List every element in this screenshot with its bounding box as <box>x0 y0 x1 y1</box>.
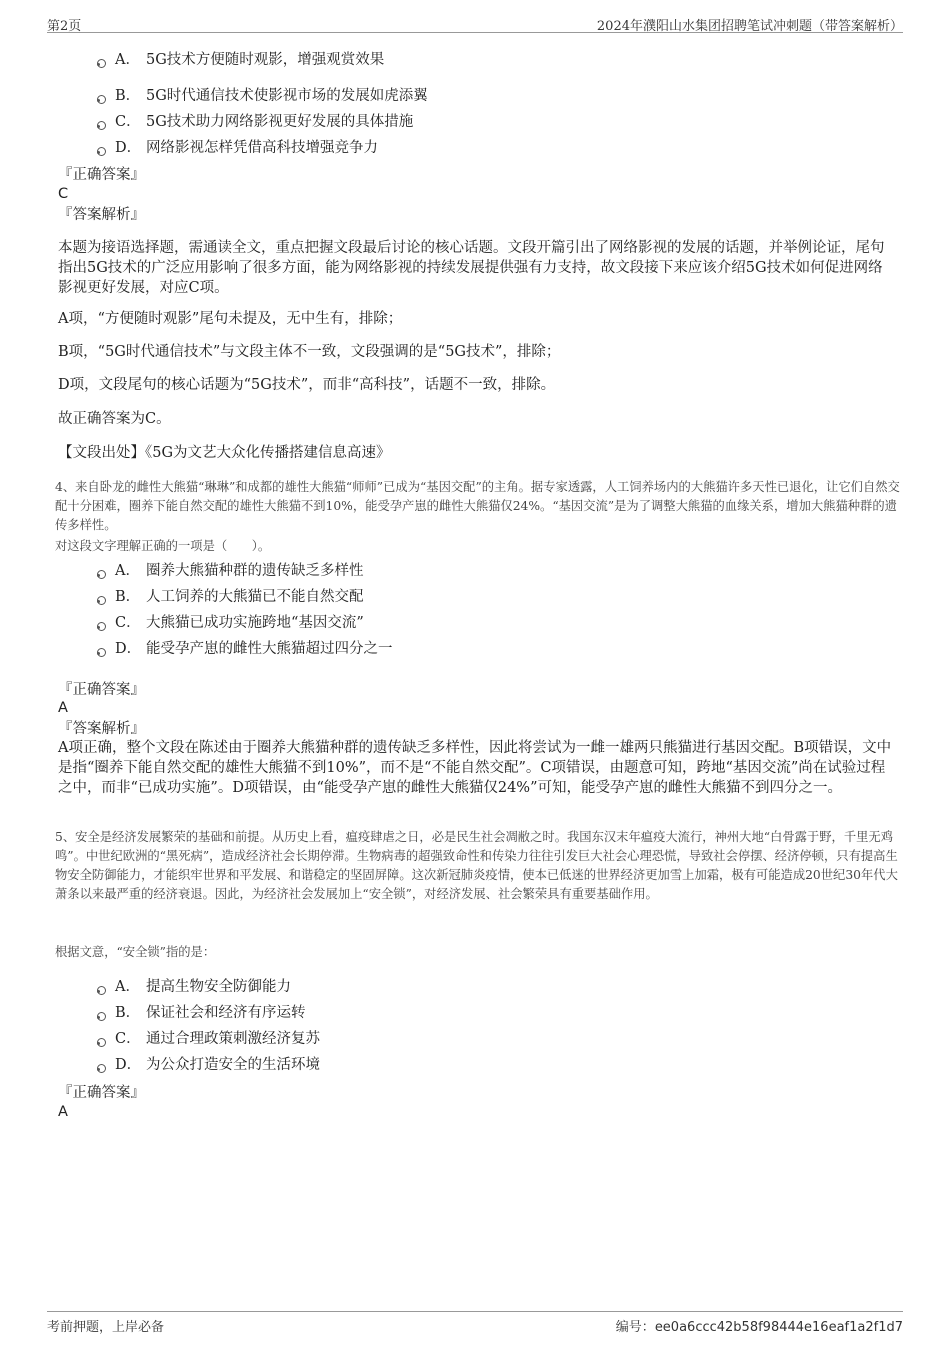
q5-option-b[interactable]: B． 保证社会和经济有序运转 <box>97 1003 306 1023</box>
radio-icon[interactable] <box>97 59 106 68</box>
q3-option-c[interactable]: C． 5G技术助力网络影视更好发展的具体措施 <box>97 112 413 132</box>
radio-icon[interactable] <box>97 1064 106 1073</box>
page-footer <box>47 1311 903 1334</box>
q3-analysis-label: 『答案解析』 <box>58 207 145 223</box>
q3-conclusion: 故正确答案为C。 <box>58 411 171 427</box>
radio-icon[interactable] <box>97 1012 106 1021</box>
radio-icon[interactable] <box>97 622 106 631</box>
radio-icon[interactable] <box>97 95 106 104</box>
q3-analysis-b: B项，“5G时代通信技术”与文段主体不一致，文段强调的是“5G技术”，排除； <box>58 344 561 360</box>
radio-icon[interactable] <box>97 570 106 579</box>
q5-answer-label: 『正确答案』 <box>58 1085 145 1101</box>
q4-option-b[interactable]: B． 人工饲养的大熊猫已不能自然交配 <box>97 587 364 607</box>
q3-analysis-paragraph: 本题为接语选择题，需通读全文，重点把握文段最后讨论的核心话题。文段开篇引出了网络影视的发展的话题，并举例论证，尾句指出5G技术的广泛应用影响了很多方面，能为网络影视的持续发展提供强有力支持，故文段接下来应该介绍5G技术如何促进网络影视更好发展，对应C项。 <box>58 240 885 296</box>
q4-option-c[interactable]: C． 大熊猫已成功实施跨地“基因交流” <box>97 613 364 633</box>
q4-option-d[interactable]: D． 能受孕产崽的雌性大熊猫超过四分之一 <box>97 639 393 659</box>
q4-analysis-label: 『答案解析』 <box>58 721 145 737</box>
radio-icon[interactable] <box>97 986 106 995</box>
q3-option-a[interactable]: A． 5G技术方便随时观影，增强观赏效果 <box>97 50 384 70</box>
q4-question: 对这段文字理解正确的一项是（ ）。 <box>55 539 271 553</box>
radio-icon[interactable] <box>97 648 106 657</box>
radio-icon[interactable] <box>97 1038 106 1047</box>
q5-option-d[interactable]: D． 为公众打造安全的生活环境 <box>97 1055 320 1075</box>
radio-icon[interactable] <box>97 596 106 605</box>
q3-option-d[interactable]: D． 网络影视怎样凭借高科技增强竞争力 <box>97 138 378 158</box>
document-title: 2024年濮阳山水集团招聘笔试冲刺题（带答案解析） <box>596 19 903 34</box>
q4-answer-label: 『正确答案』 <box>58 682 145 698</box>
q3-option-b[interactable]: B． 5G时代通信技术使影视市场的发展如虎添翼 <box>97 86 428 106</box>
q4-analysis: A项正确，整个文段在陈述由于圈养大熊猫种群的遗传缺乏多样性，因此将尝试为一雌一雄两只熊猫进行基因交配。B项错误，文中是指“圈养下能自然交配的雄性大熊猫不到10%”，而不是“不能自然交配”。C项错误，由题意可知，跨地“基因交流”尚在试验过程之中，而非“已成功实施”。D项错误，由“能受孕产崽的雌性大熊猫仅24%”可知，能受孕产崽的雌性大熊猫不到四分之一。 <box>58 740 892 796</box>
q3-analysis-d: D项，文段尾句的核心话题为“5G技术”，而非“高科技”，话题不一致，排除。 <box>58 377 556 393</box>
q5-answer: A <box>58 1104 68 1120</box>
q4-answer: A <box>58 700 68 716</box>
q4-stem: 4、来自卧龙的雌性大熊猫“琳琳”和成都的雄性大熊猫“师师”已成为“基因交配”的主角。据专家透露，人工饲养场内的大熊猫许多天性已退化，让它们自然交配十分困难，圈养下能自然交配的雄性大熊猫不到10%，能受孕产崽的雌性大熊猫仅24%。“基因交流”是为了调整大熊猫的血缘关系，增加大熊猫种群的遗传多样性。 <box>55 480 900 532</box>
document-code: 编号：ee0a6ccc42b58f98444e16eaf1a2f1d7 <box>615 1320 903 1335</box>
radio-icon[interactable] <box>97 121 106 130</box>
radio-icon[interactable] <box>97 147 106 156</box>
footer-slogan: 考前押题，上岸必备 <box>47 1320 165 1335</box>
page-number: 第2页 <box>47 19 82 34</box>
q3-answer: C <box>58 186 69 202</box>
q4-option-a[interactable]: A． 圈养大熊猫种群的遗传缺乏多样性 <box>97 561 364 581</box>
page-header <box>47 14 903 33</box>
q5-question: 根据文意，“安全锁”指的是： <box>55 945 216 959</box>
q3-source: 【文段出处】《5G为文艺大众化传播搭建信息高速》 <box>58 445 391 461</box>
q5-stem: 5、安全是经济发展繁荣的基础和前提。从历史上看，瘟疫肆虐之日，必是民生社会凋敝之时。我国东汉末年瘟疫大流行，神州大地“白骨露于野，千里无鸡鸣”。中世纪欧洲的“黑死病”，造成经济社会长期停滞。生物病毒的超强致命性和传染力往往引发巨大社会心理恐慌，导致社会停摆、经济停顿，只有提高生物安全防御能力，才能织牢世界和平发展、和谐稳定的坚固屏障。这次新冠肺炎疫情，使本已低迷的世界经济更加雪上加霜，极有可能造成20世纪30年代大萧条以来最严重的经济衰退。因此，为经济社会发展加上“安全锁”，对经济发展、社会繁荣具有重要基础作用。 <box>55 830 898 901</box>
q5-option-c[interactable]: C． 通过合理政策刺激经济复苏 <box>97 1029 320 1049</box>
q5-option-a[interactable]: A． 提高生物安全防御能力 <box>97 977 291 997</box>
q3-answer-label: 『正确答案』 <box>58 167 145 183</box>
q3-analysis-a: A项，“方便随时观影”尾句未提及，无中生有，排除； <box>58 311 403 327</box>
